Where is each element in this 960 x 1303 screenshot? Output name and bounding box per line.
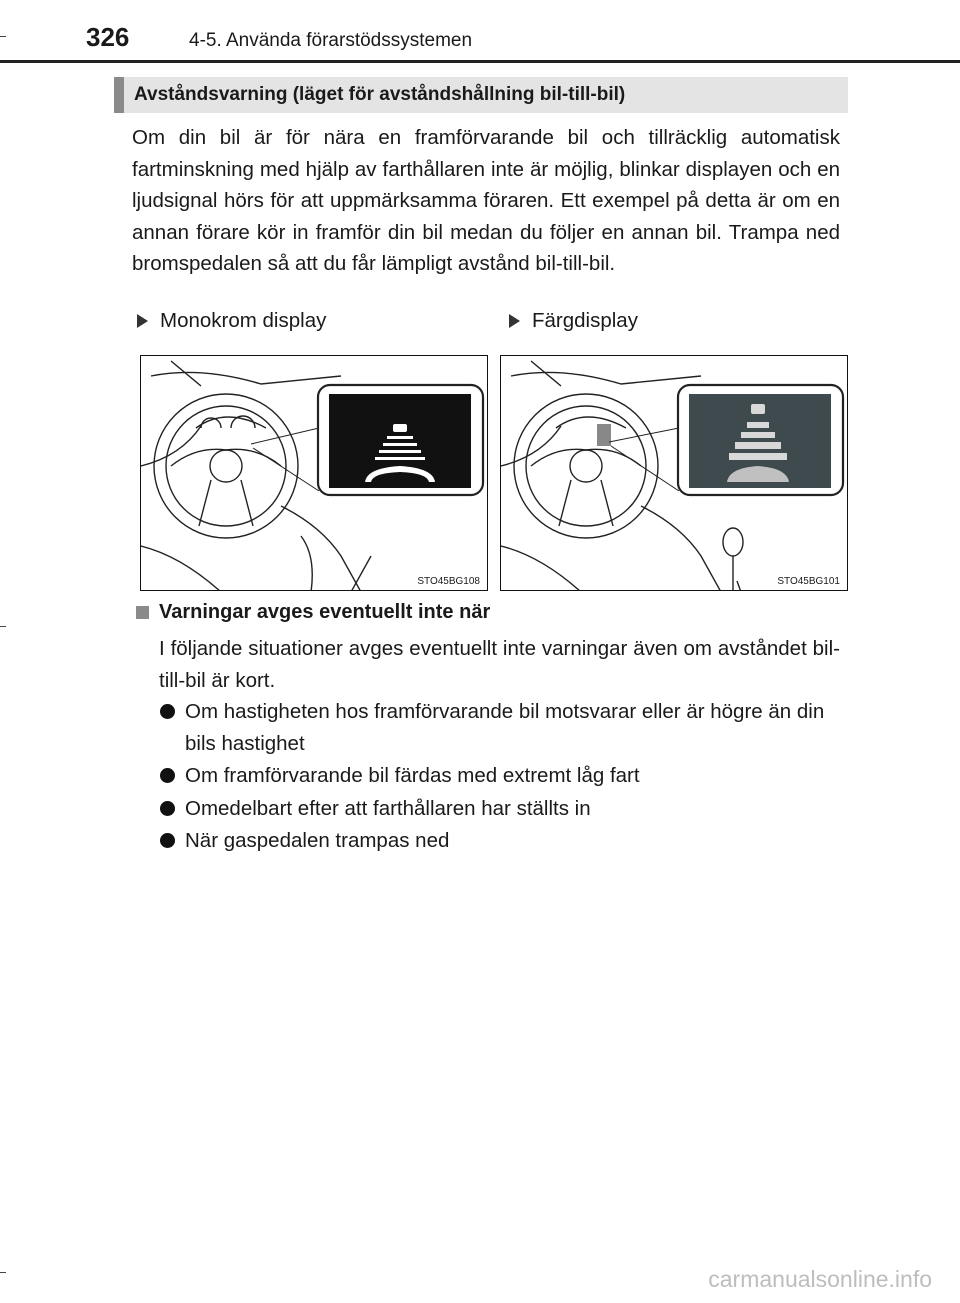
crop-mark-top bbox=[0, 36, 6, 37]
warnings-paragraph: I följande situationer avges eventuellt inte varningar även om avståndet bil-till-bil är kort. bbox=[159, 637, 840, 692]
section-title: Avståndsvarning (läget för avståndshållning bil-till-bil) bbox=[134, 84, 626, 105]
figure-monochrome-display bbox=[140, 355, 488, 591]
list-item-text: Om hastigheten hos framförvarande bil motsvarar eller är högre än din bils hastighet bbox=[185, 700, 825, 755]
watermark: carmanualsonline.info bbox=[708, 1266, 932, 1292]
dashboard-illustration-color bbox=[501, 356, 848, 591]
figure-code: STO45BG101 bbox=[777, 576, 840, 587]
triangle-bullet-icon bbox=[137, 314, 148, 328]
bullet-dot-icon bbox=[160, 833, 175, 848]
triangle-bullet-icon bbox=[509, 314, 520, 328]
list-item-text: Omedelbart efter att farthållaren har ställts in bbox=[185, 796, 591, 820]
warnings-list bbox=[159, 696, 840, 858]
list-item bbox=[159, 696, 840, 759]
header-rule bbox=[0, 60, 960, 63]
figure-label-color bbox=[509, 309, 638, 333]
bullet-dot-icon bbox=[160, 768, 175, 783]
figure-color-display bbox=[500, 355, 848, 591]
square-bullet-icon bbox=[136, 606, 149, 619]
warnings-heading bbox=[136, 601, 490, 624]
section-title-bar bbox=[114, 77, 848, 113]
dashboard-illustration-monochrome bbox=[141, 356, 488, 591]
list-item-text: När gaspedalen trampas ned bbox=[185, 829, 450, 852]
list-item bbox=[159, 760, 840, 792]
figure-label-text: Monokrom display bbox=[160, 309, 327, 332]
figure-label-text: Färgdisplay bbox=[532, 309, 638, 332]
figure-code: STO45BG108 bbox=[417, 576, 480, 587]
crop-mark-bottom bbox=[0, 1272, 6, 1273]
list-item bbox=[159, 825, 840, 857]
crop-mark-mid bbox=[0, 626, 6, 627]
figure-label-monochrome bbox=[137, 309, 326, 333]
bullet-dot-icon bbox=[160, 801, 175, 816]
list-item-text: Om framförvarande bil färdas med extremt låg fart bbox=[185, 764, 640, 787]
intro-paragraph: Om din bil är för nära en framförvarande bil och tillräcklig automatisk fartminskning med hjälp av farthållaren inte är möjlig, blinkar displayen och en ljudsignal hörs för att uppmärksamma föraren. Ett exempel på detta är om en annan förare kör in framför din bil medan du följer en annan bil. Trampa ned bromspedalen så att du får lämpligt avstånd bil-till-bil. bbox=[132, 126, 840, 275]
chapter-title: 4-5. Använda förarstödssystemen bbox=[189, 30, 473, 51]
bullet-dot-icon bbox=[160, 704, 175, 719]
page-number: 326 bbox=[86, 22, 130, 52]
warnings-heading-text: Varningar avges eventuellt inte när bbox=[159, 601, 491, 623]
list-item bbox=[159, 793, 840, 825]
